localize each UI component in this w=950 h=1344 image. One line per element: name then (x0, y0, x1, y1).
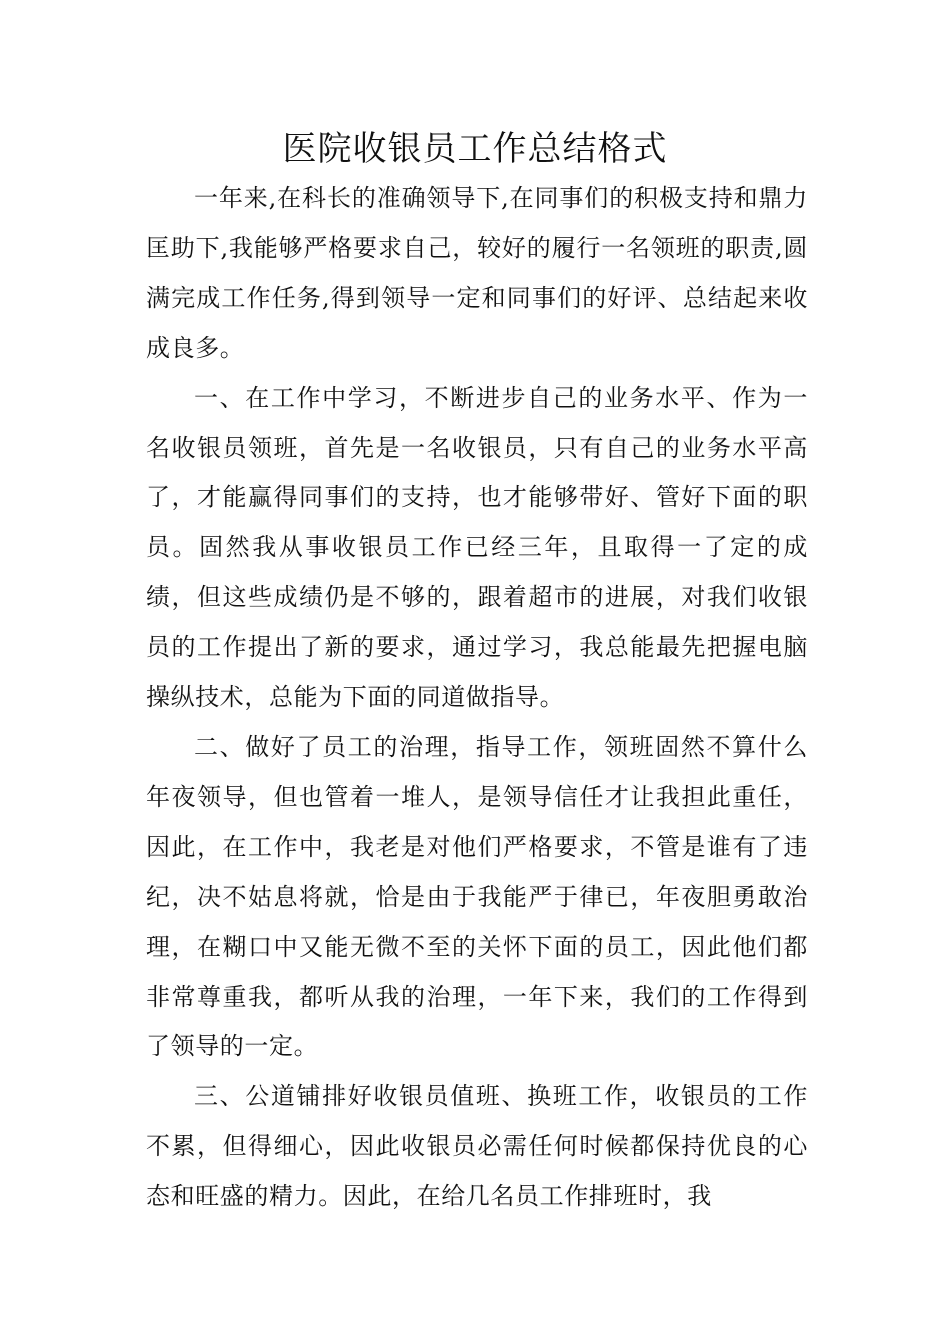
paragraph-intro: 一年来,在科长的准确领导下,在同事们的积极支持和鼎力匡助下,我能够严格要求自己，较好的履行一名领班的职责,圆满完成工作任务,得到领导一定和同事们的好评、总结起来收成良多。 (146, 184, 808, 362)
paragraph-section-2: 二、做好了员工的治理，指导工作，领班固然不算什么年夜领导，但也管着一堆人，是领导信任才让我担此重任，因此，在工作中，我老是对他们严格要求，不管是谁有了违纪，决不姑息将就，恰是由于我能严于律已，年夜胆勇敢治理，在糊口中又能无微不至的关怀下面的员工，因此他们都非常尊重我，都听从我的治理，一年下来，我们的工作得到了领导的一定。 (146, 732, 808, 1061)
document-body (146, 174, 808, 1222)
paragraph-section-3: 三、公道铺排好收银员值班、换班工作，收银员的工作不累，但得细心，因此收银员必需任何时候都保持优良的心态和旺盛的精力。因此，在给几名员工作排班时，我 (146, 1082, 808, 1211)
paragraph-section-1: 一、在工作中学习，不断进步自己的业务水平、作为一名收银员领班，首先是一名收银员，只有自己的业务水平高了，才能赢得同事们的支持，也才能够带好、管好下面的职员。固然我从事收银员工作已经三年，且取得一了定的成绩，但这些成绩仍是不够的，跟着超市的进展，对我们收银员的工作提出了新的要求，通过学习，我总能最先把握电脑操纵技术，总能为下面的同道做指导。 (146, 383, 808, 712)
document-title: 医院收银员工作总结格式 (282, 129, 668, 169)
